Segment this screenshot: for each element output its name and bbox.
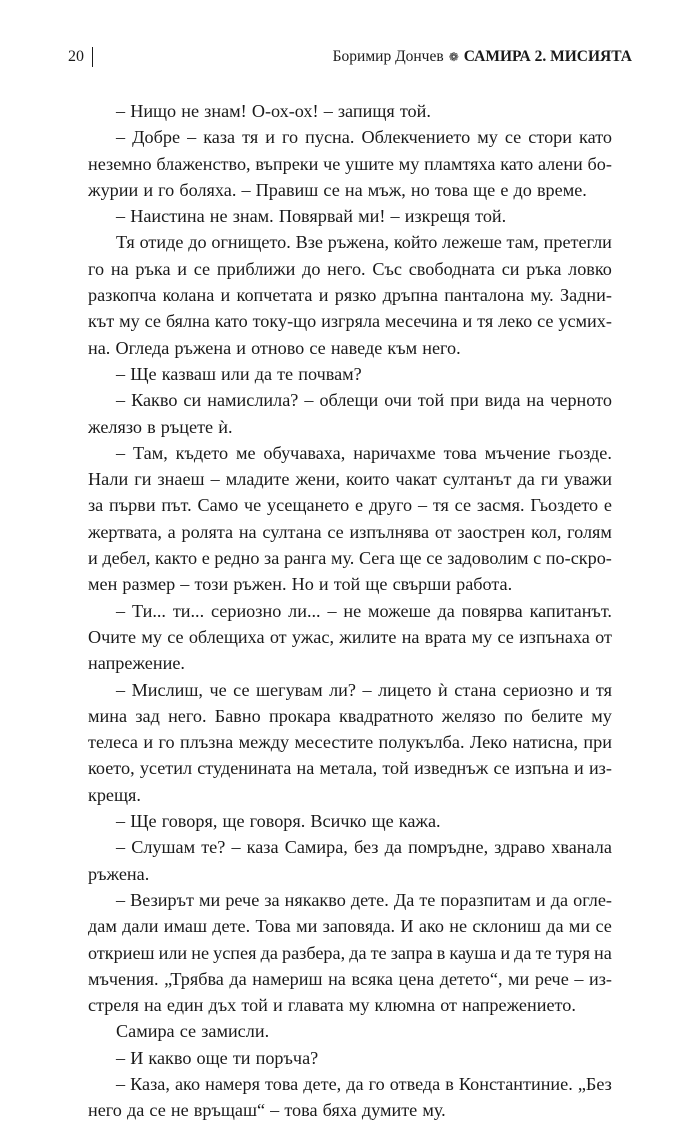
text-line: разкопча колана и копчетата и рязко дръпна панталона му. Задни- [88,285,612,306]
text-line: което, усетил студенината на метала, той изведнъж се изпъна и из- [88,758,612,779]
text-line: – Добре – каза тя и го пусна. Облекчението му се стори като [116,127,612,148]
text-line: телеса и го плъзна между месестите полукълба. Леко натисна, при [88,732,612,753]
text-line: – Наистина не знам. Повярвай ми! – изкрещя той. [116,206,507,227]
text-line: дам дали имаш дете. Това ми заповяда. И ако не склониш да ми се [88,916,612,937]
text-line: откриеш или не успея да разбера, да те запра в кауша и да те туря на [88,942,612,963]
text-line: желязо в ръцете ѝ. [88,416,233,437]
text-line: стреля на един дъх той и главата му клюмна от напрежението. [88,995,576,1016]
text-line: – Везирът ми рече за някакво дете. Да те поразпитам и да огле- [116,889,612,910]
text-line: – Слушам те? – каза Самира, без да помръдне, здраво хванала [116,837,612,858]
page-number: 20 [68,48,84,65]
text-line: – Ти... ти... сериозно ли... – не можеше да повярва капитанът. [116,600,612,621]
text-line: Нали ги знаеш – младите жени, които чакат султанът да ги уважи [88,469,612,490]
text-line: Тя отиде до огнището. Взе ръжена, който лежеше там, претегли [116,232,612,253]
text-line: на. Огледа ръжена и отново се наведе към него. [88,337,461,358]
text-line: – Какво си намислила? – облещи очи той при вида на черното [116,390,612,411]
text-line: ръжена. [88,863,150,884]
text-line: крещя. [88,784,141,805]
text-line: мен размер – този ръжен. Но и той ще свърши работа. [88,574,513,595]
ornament-icon: ❁ [448,50,459,64]
text-line: – Мислиш, че се шегувам ли? – лицето ѝ стана сериозно и тя [116,679,612,700]
body-text [88,98,612,1124]
text-line: – Там, където ме обучаваха, наричахме това мъчение гьозде. [116,442,612,463]
text-line: – Нищо не знам! О-ох-ох! – запищя той. [116,101,431,121]
text-line: журии и го боляха. – Правиш се на мъж, но това ще е до време. [88,179,587,200]
text-line: го на ръка и се приближи до него. Със свободната си ръка ловко [88,258,612,279]
text-line: кът му се бялна като току-що изгряла месечина и тя леко се усмих- [88,311,612,332]
header-divider [92,47,93,67]
text-line: Самира се замисли. [116,1021,270,1042]
text-line: неземно блаженство, въпреки че ушите му пламтяха като алени бо- [88,153,612,174]
text-line: – Ще говоря, ще говоря. Всичко ще кажа. [116,811,441,832]
text-line: мъчения. „Трябва да намериш на всяка цена детето“, ми рече – из- [88,968,612,989]
text-line: жертвата, а ролята на султана се изпълнява от заострен кол, голям [88,521,612,542]
text-line: – Каза, ако намеря това дете, да го отведа в Константиние. „Без [116,1073,612,1094]
text-line: него да се не връщаш“ – това бяха думите му. [88,1100,446,1121]
running-title [333,48,632,66]
book-title: САМИРА 2. МИСИЯТА [463,48,632,65]
text-line: – И какво още ти поръча? [116,1047,319,1068]
text-line: – Ще казваш или да те почвам? [116,363,362,384]
text-line: мина зад него. Бавно прокара квадратното желязо по белите му [88,705,612,726]
text-line: напрежение. [88,653,185,674]
text-line: за първи път. Само че усещането е друго – тя се засмя. Гьоздето е [88,495,612,516]
text-line: Очите му се облещиха от ужас, жилите на врата му се изпънаха от [88,626,612,647]
author-name: Боримир Дончев [332,48,444,65]
text-line: и дебел, както е редно за ранга му. Сега ще се задоволим с по-скро- [88,548,612,569]
running-header [68,44,632,70]
